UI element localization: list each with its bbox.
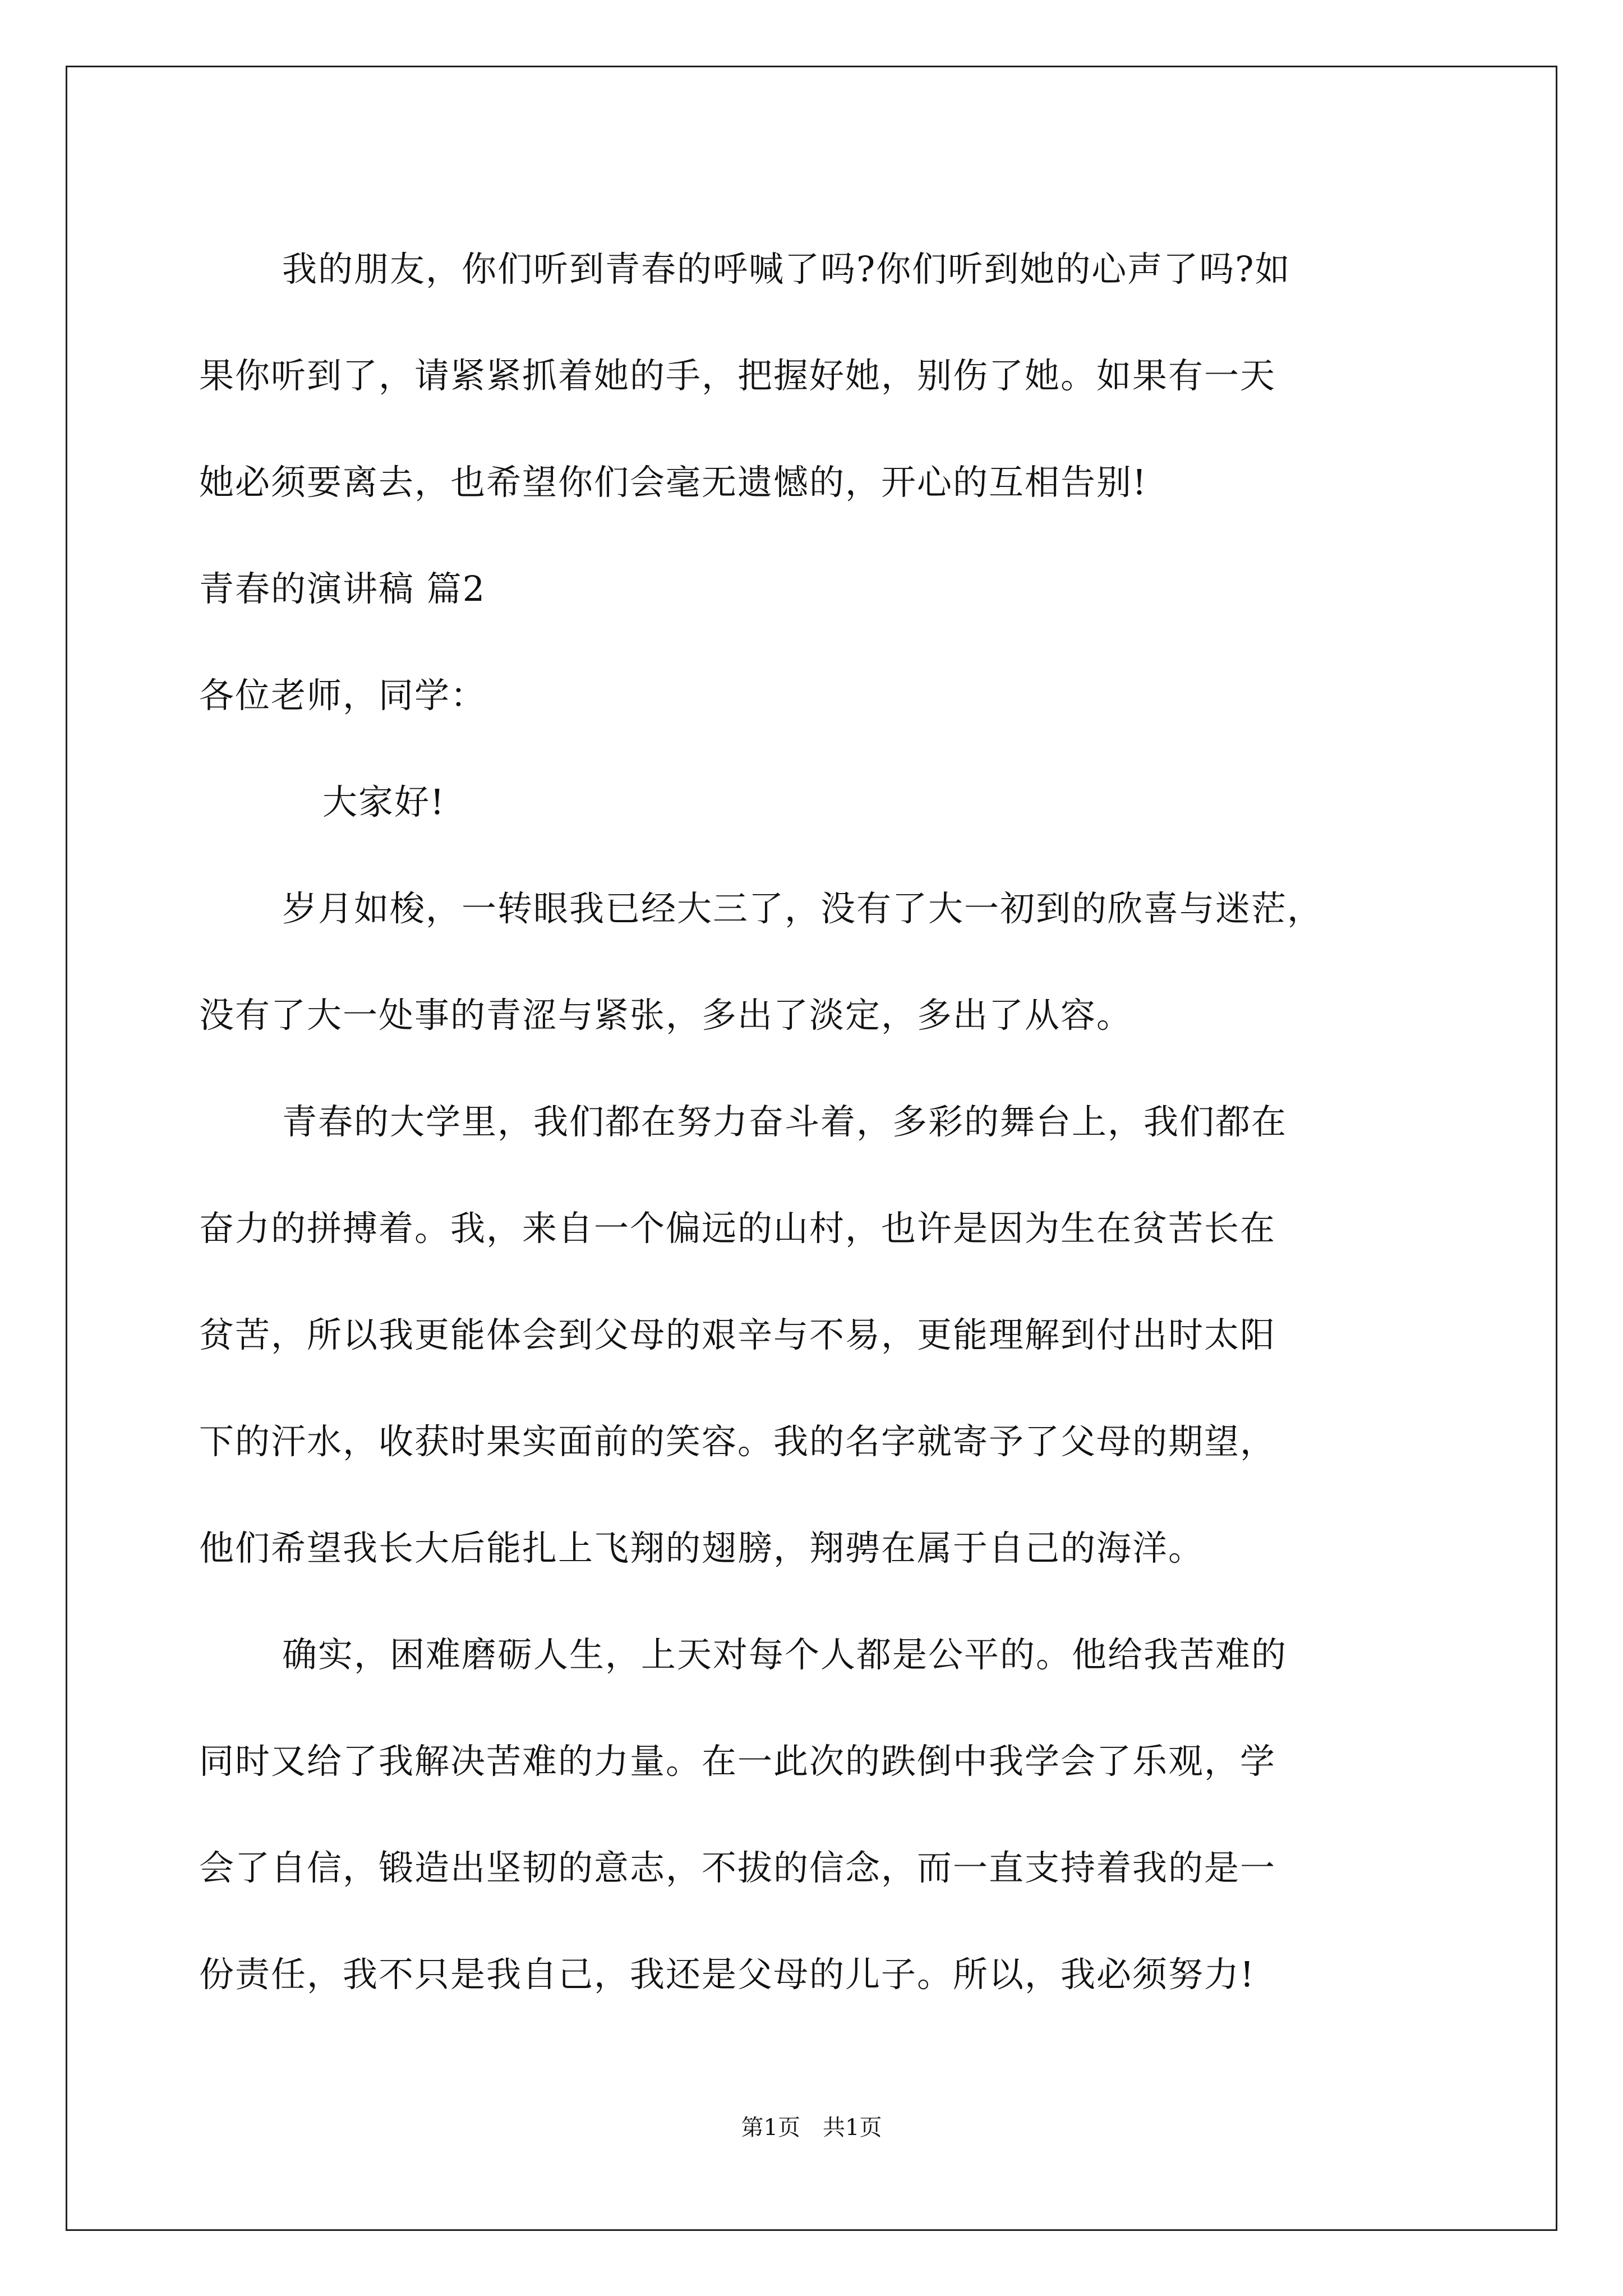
paragraph-line: 她必须要离去，也希望你们会毫无遗憾的，开心的互相告别! [199,462,1147,503]
paragraph-line: 果你听到了，请紧紧抓着她的手，把握好她，别伤了她。如果有一天 [199,355,1276,396]
salutation: 各位老师，同学： [199,675,487,716]
paragraph-line: 他们希望我长大后能扎上飞翔的翅膀，翔骋在属于自己的海洋。 [199,1527,1205,1568]
paragraph-line: 我的朋友，你们听到青春的呼喊了吗?你们听到她的心声了吗?如 [282,249,1291,289]
paragraph-line: 青春的大学里，我们都在努力奋斗着，多彩的舞台上，我们都在 [282,1101,1288,1142]
greeting: 大家好! [322,781,445,822]
page-footer: 第1页 共1页 [741,2115,882,2141]
paragraph-line: 没有了大一处事的青涩与紧张，多出了淡定，多出了从容。 [199,995,1133,1036]
paragraph-line: 份责任，我不只是我自己，我还是父母的儿子。所以，我必须努力! [199,1954,1255,1995]
paragraph-line: 下的汗水，收获时果实面前的笑容。我的名字就寄予了父母的期望， [199,1421,1276,1462]
document-body [199,216,1461,2028]
paragraph-line: 贫苦，所以我更能体会到父母的艰辛与不易，更能理解到付出时太阳 [199,1314,1276,1355]
paragraph-line: 会了自信，锻造出坚韧的意志，不拔的信念，而一直支持着我的是一 [199,1847,1276,1888]
paragraph-line: 确实，困难磨砺人生，上天对每个人都是公平的。他给我苦难的 [282,1634,1288,1675]
paragraph-line: 奋力的拼搏着。我，来自一个偏远的山村，也许是因为生在贫苦长在 [199,1208,1276,1249]
paragraph-line: 同时又给了我解决苦难的力量。在一此次的跌倒中我学会了乐观，学 [199,1741,1276,1782]
paragraph-line: 岁月如梭，一转眼我已经大三了，没有了大一初到的欣喜与迷茫， [282,888,1324,929]
section-heading: 青春的演讲稿 篇2 [199,568,486,609]
